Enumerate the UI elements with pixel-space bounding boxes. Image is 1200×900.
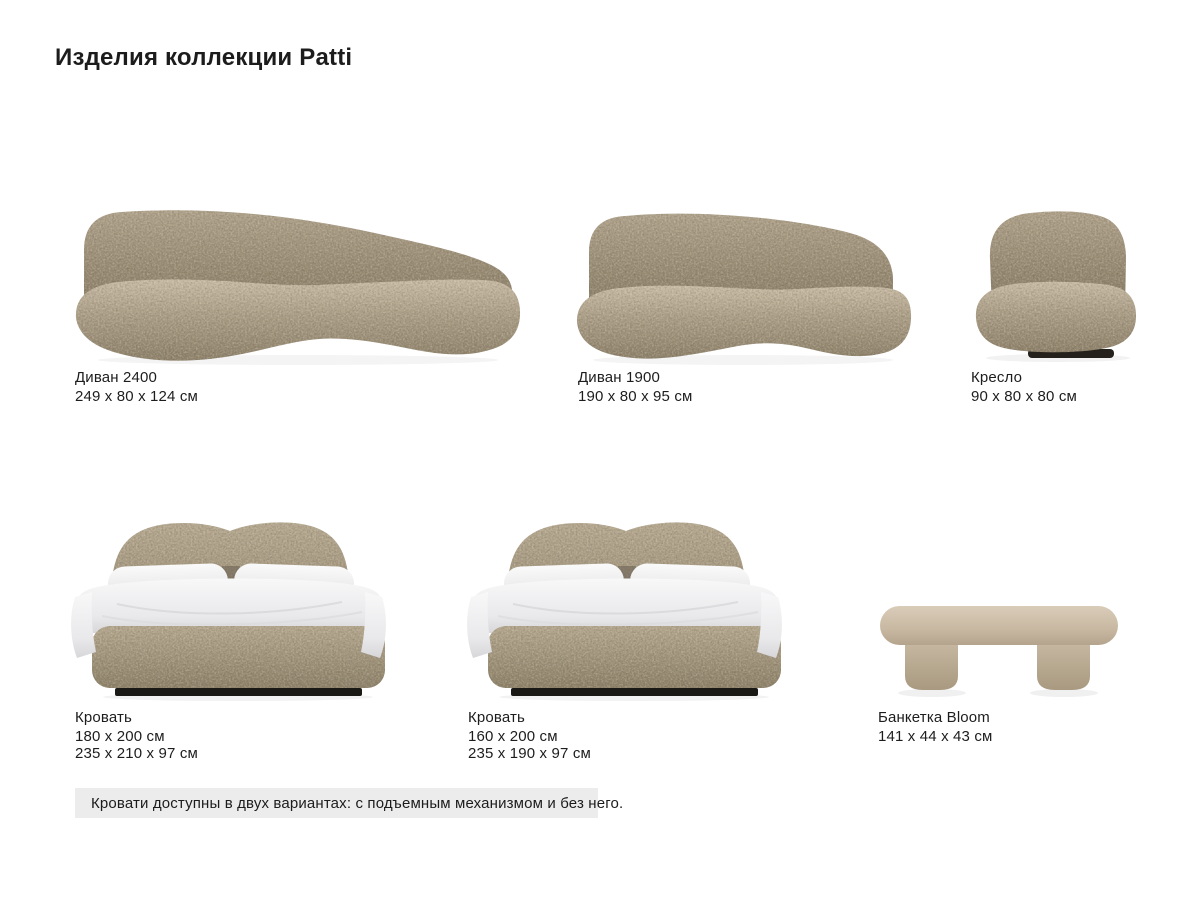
armchair-image xyxy=(966,197,1144,362)
product-label-armchair xyxy=(971,369,1077,405)
product-label-sofa-1900 xyxy=(578,369,692,405)
product-dimensions: 235 x 190 x 97 см xyxy=(468,745,591,762)
product-dimensions: 160 x 200 см xyxy=(468,727,558,745)
bench-bloom-image xyxy=(874,596,1124,700)
product-dimensions: 190 x 80 x 95 см xyxy=(578,387,693,405)
product-dimensions: 180 x 200 см xyxy=(75,727,165,745)
product-dimensions: 249 x 80 x 124 см xyxy=(75,387,198,405)
bed-160-image xyxy=(458,508,793,702)
product-label-sofa-2400 xyxy=(75,369,198,405)
product-dimensions: 235 x 210 x 97 см xyxy=(75,745,198,762)
product-label-bench-bloom xyxy=(878,709,992,745)
product-name: Диван 1900 xyxy=(578,369,661,386)
beds-availability-note xyxy=(75,788,624,818)
product-name: Кровать xyxy=(468,709,525,726)
product-label-bed-180 xyxy=(75,709,198,763)
note-text: Кровати доступны в двух вариантах: с подъемным механизмом и без него. xyxy=(91,794,624,812)
page-title: Изделия коллекции Patti xyxy=(55,44,353,71)
sofa-1900-image xyxy=(567,196,917,366)
product-name: Диван 2400 xyxy=(75,369,158,386)
product-name: Кровать xyxy=(75,709,132,726)
product-dimensions: 90 x 80 x 80 см xyxy=(971,387,1077,405)
sofa-2400-image xyxy=(60,190,530,366)
product-label-bed-160 xyxy=(468,709,591,763)
product-name: Банкетка Bloom xyxy=(878,709,990,726)
bed-180-image xyxy=(62,508,397,702)
product-dimensions: 141 x 44 x 43 см xyxy=(878,727,993,745)
product-name: Кресло xyxy=(971,369,1023,386)
